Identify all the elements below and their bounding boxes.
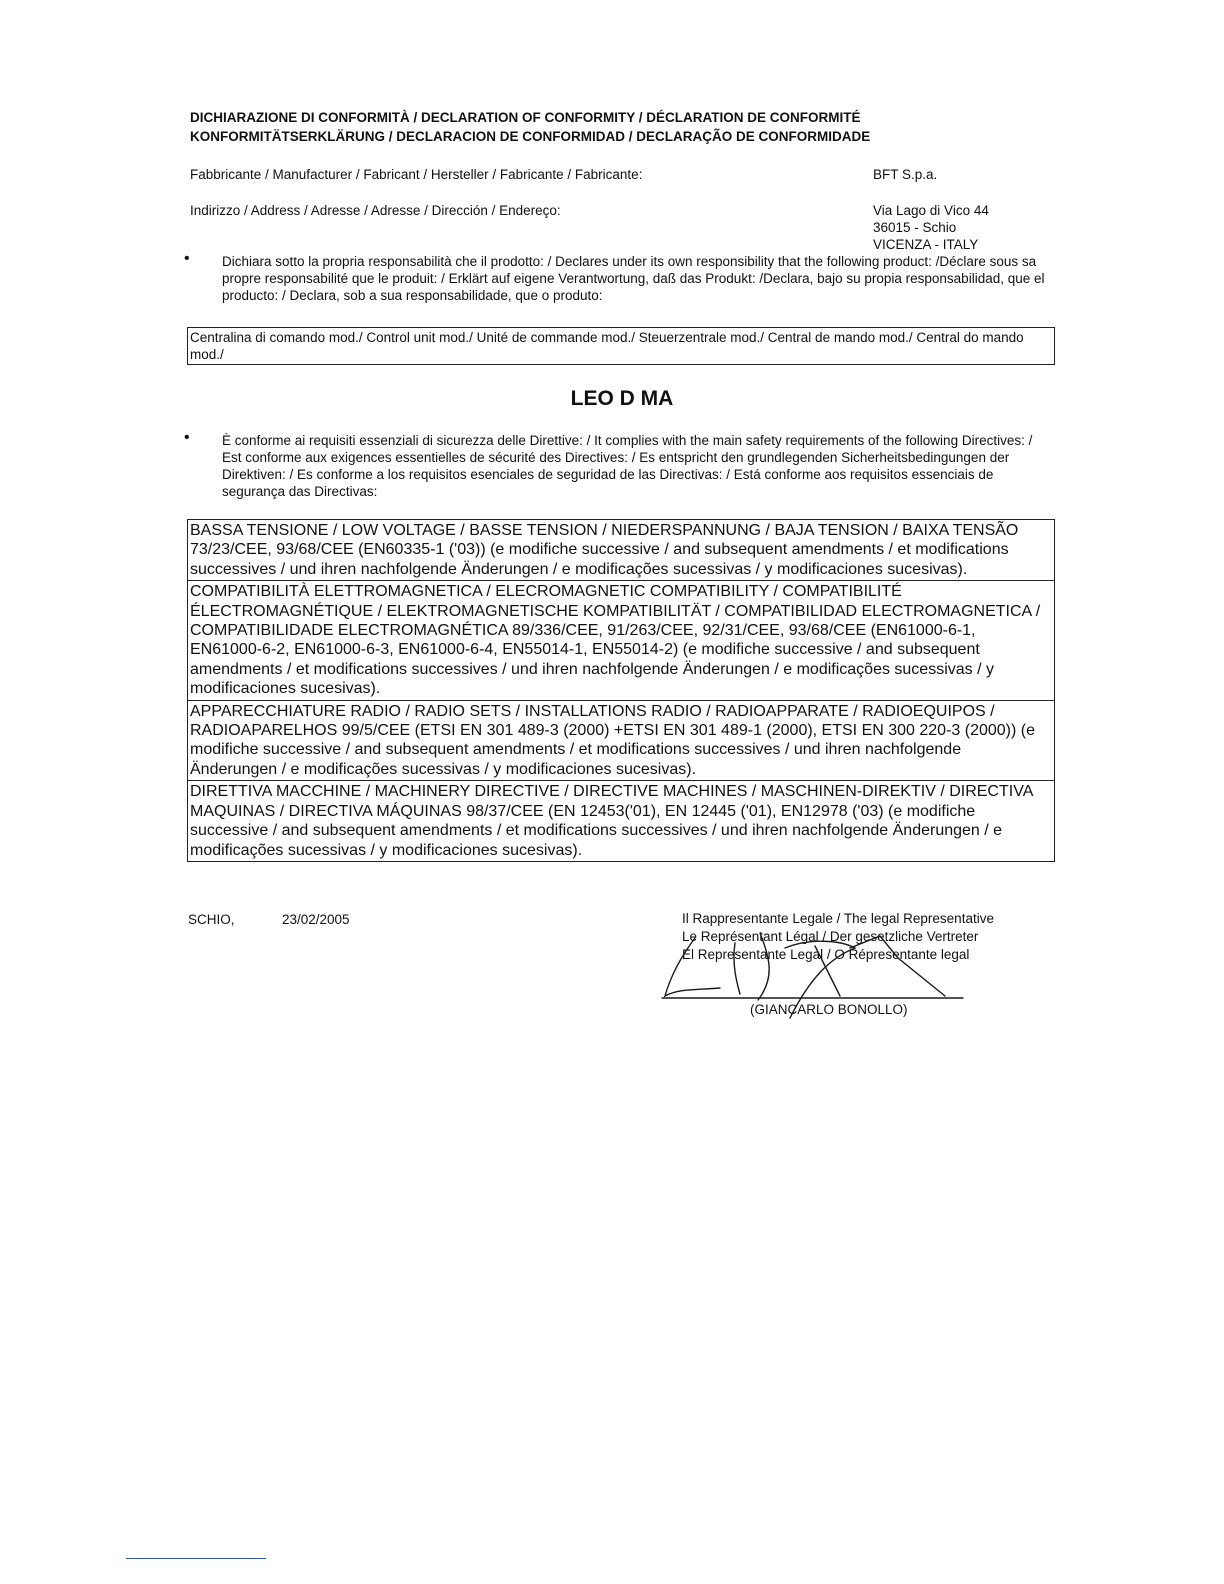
- directive-row-machinery: DIRETTIVA MACCHINE / MACHINERY DIRECTIVE / DIRECTIVE MACHINES / MASCHINEN-DIREKTIV / DIRECTIVA MAQUINAS / DIRECTIVA MÁQUINAS 98/37/CEE (EN 12453('01), EN 12445 ('01), EN12978 ('03) (e modifiche successive / and subsequent amendments / et modifications successives / und ihren nachfolgende Änderungen / e modificações sucessivas / y modificaciones sucesivas).: [188, 780, 1054, 861]
- address-line-2: 36015 - Schio: [873, 220, 957, 235]
- product-description-box: [187, 327, 1055, 365]
- representative-line-1: Il Rappresentante Legale / The legal Representative: [682, 911, 994, 926]
- bullet-icon: •: [184, 429, 190, 446]
- address-label: Indirizzo / Address / Adresse / Adresse / Dirección / Endereço:: [190, 203, 561, 218]
- directives-table: [187, 519, 1055, 862]
- manufacturer-value: BFT S.p.a.: [873, 167, 938, 182]
- product-description-text: Centralina di comando mod./ Control unit mod./ Unité de commande mod./ Steuerzentrale mod./ Central de mando mod./ Central do mando mod./: [190, 330, 1024, 362]
- declaration-text: Dichiara sotto la propria responsabilità che il prodotto: / Declares under its own responsibility that the following product: /Déclare sous sa propre responsabilité que le produit: / Erklärt auf eigene Verantwortung, daß das Produkt: /Declara, bajo su propia responsabilidad, que el producto: / Declara, sob a sua responsabilidade, que o produto:: [222, 254, 1045, 303]
- representative-line-2: Le Représentant Légal / Der gesetzliche Vertreter: [682, 929, 979, 944]
- bullet-icon: •: [184, 250, 190, 267]
- representative-name: (GIANCARLO BONOLLO): [750, 1002, 908, 1017]
- conformity-text: È conforme ai requisiti essenziali di sicurezza delle Direttive: / It complies with the main safety requirements of the following Directives: / Est conforme aux exigences essentielles de sécurité des Directives: / Es entspricht den grundlegenden Sicherheitsbedingungen der Direktiven: / Es conforme a los requisitos esenciales de seguridad de las Directivas: / Está conforme aos requisitos essenciais de segurança das Directivas:: [222, 433, 1033, 499]
- directive-row-radio: APPARECCHIATURE RADIO / RADIO SETS / INSTALLATIONS RADIO / RADIOAPPARATE / RADIOEQUIPOS / RADIOAPARELHOS 99/5/CEE (ETSI EN 301 489-3 (2000) +ETSI EN 301 489-1 (2000), ETSI EN 300 220-3 (2000)) (e modifiche successive / and subsequent amendments / et modifications successives / und ihren nachfolgende Änderungen / e modificações sucessivas / y modificaciones sucesivas).: [188, 700, 1054, 781]
- representative-line-3: El Representante Legal / O Répresentante legal: [682, 947, 970, 962]
- address-value: [873, 202, 989, 253]
- product-name: LEO D MA: [570, 387, 674, 410]
- place: SCHIO,: [188, 912, 235, 927]
- address-line-3: VICENZA - ITALY: [873, 237, 979, 252]
- manufacturer-label: Fabbricante / Manufacturer / Fabricant / Hersteller / Fabricante / Fabricante:: [190, 167, 643, 182]
- title-line-1: DICHIARAZIONE DI CONFORMITÀ / DECLARATION OF CONFORMITY / DÉCLARATION DE CONFORMITÉ: [190, 110, 861, 125]
- document-title: [190, 108, 870, 146]
- directive-row-low-voltage: BASSA TENSIONE / LOW VOLTAGE / BASSE TENSION / NIEDERSPANNUNG / BAJA TENSION / BAIXA TENSÃO 73/23/CEE, 93/68/CEE (EN60335-1 ('03)) (e modifiche successive / and subsequent amendments / et modifications successives / und ihren nachfolgende Änderungen / e modificações sucessivas / y modificaciones sucesivas).: [190, 522, 1019, 578]
- address-line-1: Via Lago di Vico 44: [873, 203, 989, 218]
- footer-divider: [126, 1558, 266, 1559]
- handwritten-signature-icon: [640, 918, 980, 1038]
- title-line-2: KONFORMITÄTSERKLÄRUNG / DECLARACION DE CONFORMIDAD / DECLARAÇÃO DE CONFORMIDADE: [190, 129, 871, 144]
- directive-row-emc: COMPATIBILITÀ ELETTROMAGNETICA / ELECROMAGNETIC COMPATIBILITY / COMPATIBILITÉ ÉLECTROMAGNÉTIQUE / ELEKTROMAGNETISCHE KOMPATIBILITÄT / COMPATIBILIDAD ELECTROMAGNETICA / COMPATIBILIDADE ELECTROMAGNÉTICA 89/336/CEE, 91/263/CEE, 92/31/CEE, 93/68/CEE (EN61000-6-1, EN61000-6-2, EN61000-6-3, EN61000-6-4, EN55014-1, EN55014-2) (e modifiche successive / and subsequent amendments / et modifications successives / und ihren nachfolgende Änderungen / e modificações sucessivas / y modificaciones sucesivas).: [188, 580, 1054, 699]
- date: 23/02/2005: [282, 912, 350, 927]
